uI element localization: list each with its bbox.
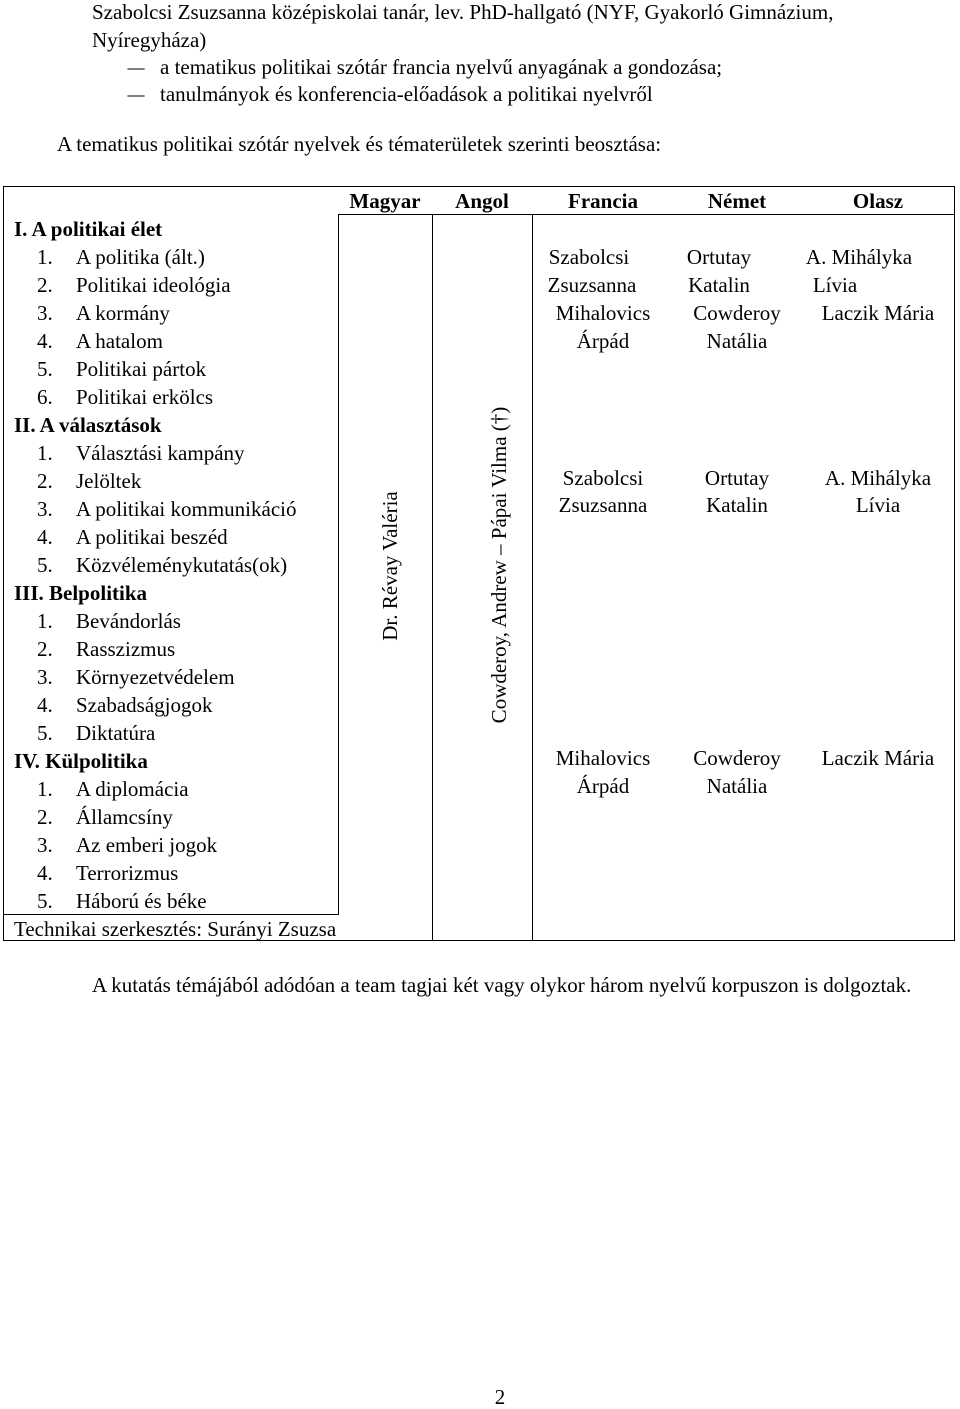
topic-heading: III. Belpolitika: [14, 581, 148, 605]
topic-num: 1.: [37, 245, 53, 269]
topic-item: Környezetvédelem: [76, 665, 235, 689]
francia-editor: Árpád: [576, 774, 630, 798]
topic-item: Rasszizmus: [76, 637, 176, 661]
topic-num: 1.: [37, 441, 53, 465]
topic-num: 2.: [37, 469, 53, 493]
topic-item: Az emberi jogok: [76, 833, 218, 857]
francia-editor: Szabolcsi: [548, 245, 630, 269]
technical-editor: Technikai szerkesztés: Surányi Zsuzsa: [14, 917, 337, 941]
topic-item: Háború és béke: [76, 889, 207, 913]
bullet-dash: –: [127, 82, 145, 106]
topic-item: Diktatúra: [76, 721, 156, 745]
topic-item: Politikai ideológia: [76, 273, 231, 297]
bullet-item: tanulmányok és konferencia-előadások a politikai nyelvről: [160, 82, 653, 106]
header-francia: Francia: [568, 189, 638, 213]
topic-num: 5.: [37, 553, 53, 577]
topic-num: 5.: [37, 721, 53, 745]
nemet-editor: Katalin: [706, 493, 768, 517]
topic-heading: IV. Külpolitika: [14, 749, 148, 773]
francia-editor: Zsuzsanna: [547, 273, 637, 297]
topic-num: 4.: [37, 525, 53, 549]
footer-paragraph: A kutatás témájából adódóan a team tagjai két vagy olykor három nyelvű korpuszon is dolgoztak.: [92, 973, 912, 997]
olasz-editor: Lívia: [855, 493, 901, 517]
nemet-editor: Katalin: [688, 273, 750, 297]
table-divider: [3, 914, 339, 915]
topic-num: 4.: [37, 329, 53, 353]
francia-editor: Zsuzsanna: [558, 493, 648, 517]
topic-heading: II. A választások: [14, 413, 162, 437]
olasz-editor: A. Mihályka: [805, 245, 913, 269]
topic-num: 2.: [37, 273, 53, 297]
topic-item: A politikai beszéd: [76, 525, 228, 549]
topic-item: A politika (ált.): [76, 245, 205, 269]
topic-num: 2.: [37, 805, 53, 829]
topic-num: 4.: [37, 861, 53, 885]
topic-num: 1.: [37, 777, 53, 801]
topic-heading: I. A politikai élet: [14, 217, 163, 241]
olasz-editor: Laczik Mária: [821, 746, 935, 770]
header-nemet: Német: [707, 189, 767, 213]
topic-item: A diplomácia: [76, 777, 189, 801]
francia-editor: Szabolcsi: [562, 466, 644, 490]
topic-num: 5.: [37, 357, 53, 381]
nemet-editor: Natália: [706, 329, 768, 353]
topic-item: Politikai erkölcs: [76, 385, 214, 409]
topic-num: 3.: [37, 301, 53, 325]
topic-num: 1.: [37, 609, 53, 633]
header-angol: Angol: [455, 189, 509, 213]
header-olasz: Olasz: [852, 189, 904, 213]
topic-num: 5.: [37, 889, 53, 913]
table-divider: [532, 214, 533, 941]
francia-editor: Árpád: [576, 329, 630, 353]
nemet-editor: Natália: [706, 774, 768, 798]
table-divider: [338, 214, 339, 915]
topic-num: 4.: [37, 693, 53, 717]
francia-editor: Mihalovics: [555, 746, 651, 770]
topic-num: 2.: [37, 637, 53, 661]
topic-item: Terrorizmus: [76, 861, 179, 885]
topic-item: Jelöltek: [76, 469, 142, 493]
nemet-editor: Cowderoy: [693, 301, 781, 325]
angol-editor: Cowderoy, Andrew – Pápai Vilma (†): [487, 406, 511, 724]
page-number: 2: [494, 1385, 506, 1409]
olasz-editor: Lívia: [812, 273, 858, 297]
topic-item: Politikai pártok: [76, 357, 207, 381]
olasz-editor: A. Mihályka: [824, 466, 932, 490]
topic-item: A kormány: [76, 301, 170, 325]
topic-item: Szabadságjogok: [76, 693, 213, 717]
topic-item: Államcsíny: [76, 805, 173, 829]
nemet-editor: Ortutay: [686, 245, 752, 269]
topic-num: 3.: [37, 665, 53, 689]
topic-item: Közvéleménykutatás(ok): [76, 553, 288, 577]
topic-item: Bevándorlás: [76, 609, 181, 633]
magyar-editor: Dr. Révay Valéria: [378, 491, 402, 641]
topic-item: A hatalom: [76, 329, 163, 353]
olasz-editor: Laczik Mária: [821, 301, 935, 325]
bullet-item: a tematikus politikai szótár francia nyelvű anyagának a gondozása;: [160, 55, 723, 79]
section-title: A tematikus politikai szótár nyelvek és tématerületek szerinti beosztása:: [57, 132, 662, 156]
header-magyar: Magyar: [349, 189, 421, 213]
nemet-editor: Ortutay: [704, 466, 770, 490]
intro-line-2: Nyíregyháza): [92, 28, 207, 52]
topic-num: 6.: [37, 385, 53, 409]
table-divider: [338, 214, 955, 215]
topic-item: Választási kampány: [76, 441, 245, 465]
nemet-editor: Cowderoy: [693, 746, 781, 770]
topic-num: 3.: [37, 833, 53, 857]
bullet-dash: –: [127, 55, 145, 79]
topic-num: 3.: [37, 497, 53, 521]
francia-editor: Mihalovics: [555, 301, 651, 325]
table-divider: [432, 214, 433, 941]
intro-line-1: Szabolcsi Zsuzsanna középiskolai tanár, lev. PhD-hallgató (NYF, Gyakorló Gimnázium,: [92, 0, 834, 24]
topic-item: A politikai kommunikáció: [76, 497, 297, 521]
